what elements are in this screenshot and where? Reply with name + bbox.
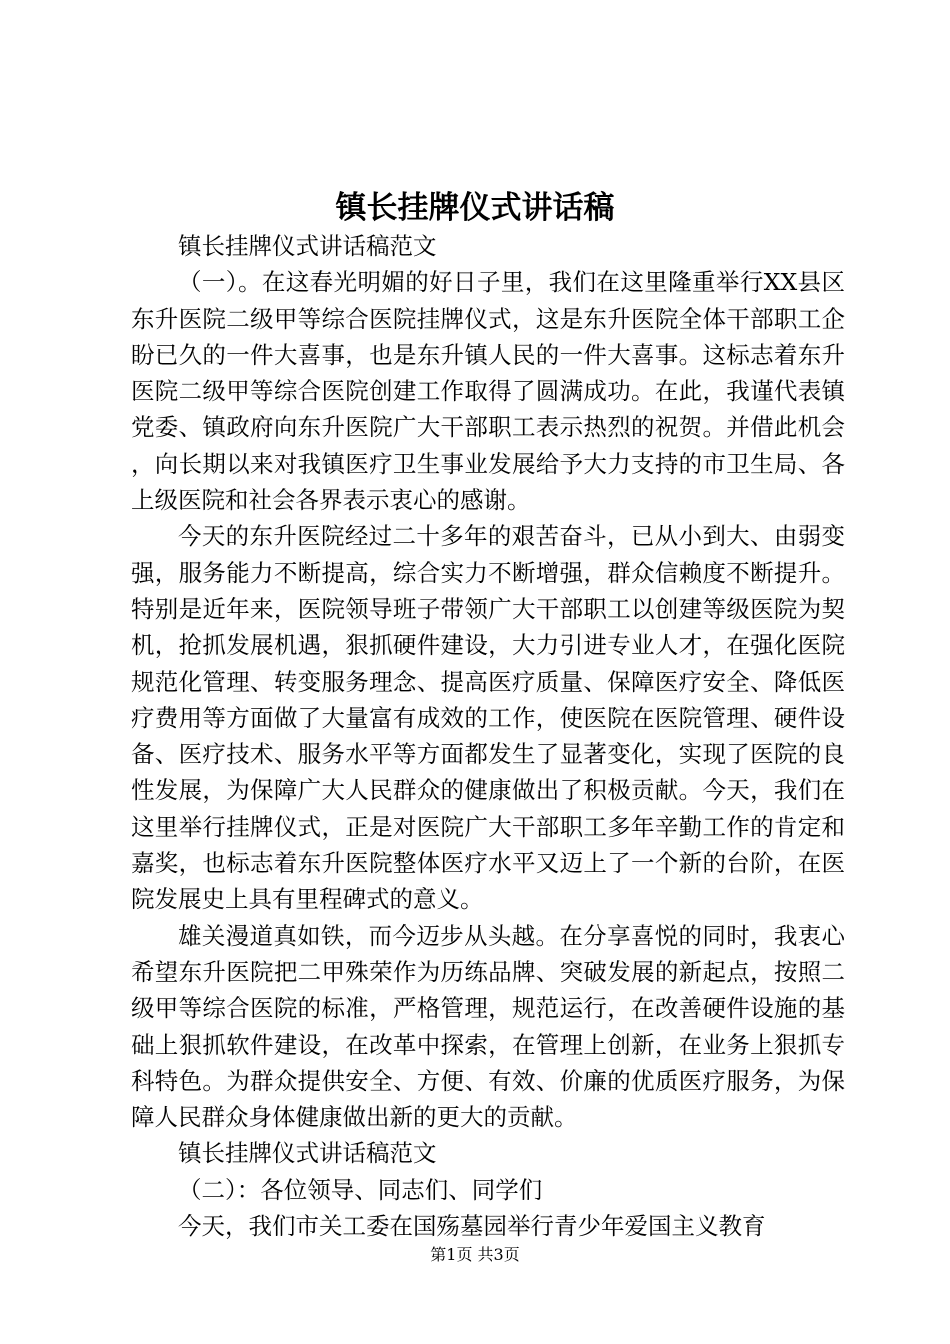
body-paragraph: 今天，我们市关工委在国殇墓园举行青少年爱国主义教育	[178, 1212, 766, 1241]
body-paragraph: （一）。在这春光明媚的好日子里，我们在这里隆重举行XX县区东升医院二级甲等综合医院挂牌仪式，这是东升医院全体干部职工企盼已久的一件大喜事，也是东升镇人民的一件大喜事。这标志着东升医院二级甲等综合医院创建工作取得了圆满成功。在此，我谨代表镇党委、镇政府向东升医院广大干部职工表示热烈的祝贺。并借此机会，向长期以来对我镇医疗卫生事业发展给予大力支持的市卫生局、各上级医院和社会各界表示衷心的感谢。	[131, 268, 845, 515]
body-paragraph: 今天的东升医院经过二十多年的艰苦奋斗，已从小到大、由弱变强，服务能力不断提高，综合实力不断增强，群众信赖度不断提升。特别是近年来，医院领导班子带领广大干部职工以创建等级医院为契机，抢抓发展机遇，狠抓硬件建设，大力引进专业人才，在强化医院规范化管理、转变服务理念、提高医疗质量、保障医疗安全、降低医疗费用等方面做了大量富有成效的工作，使医院在医院管理、硬件设备、医疗技术、服务水平等方面都发生了显著变化，实现了医院的良性发展，为保障广大人民群众的健康做出了积极贡献。今天，我们在这里举行挂牌仪式，正是对医院广大干部职工多年辛勤工作的肯定和嘉奖，也标志着东升医院整体医疗水平又迈上了一个新的台阶，在医院发展史上具有里程碑式的意义。	[131, 522, 845, 914]
section-heading: 镇长挂牌仪式讲话稿范文	[178, 1139, 437, 1168]
body-paragraph: （二）：各位领导、同志们、同学们	[178, 1175, 543, 1204]
page-number: 第1页 共3页	[430, 1245, 520, 1264]
body-paragraph: 雄关漫道真如铁，而今迈步从头越。在分享喜悦的同时，我衷心希望东升医院把二甲殊荣作为历练品牌、突破发展的新起点，按照二级甲等综合医院的标准，严格管理，规范运行，在改善硬件设施的基础上狠抓软件建设，在改革中探索，在管理上创新，在业务上狠抓专科特色。为群众提供安全、方便、有效、价廉的优质医疗服务，为保障人民群众身体健康做出新的更大的贡献。	[131, 921, 845, 1132]
section-heading: 镇长挂牌仪式讲话稿范文	[178, 232, 437, 260]
document-title: 镇长挂牌仪式讲话稿	[335, 190, 615, 226]
document-body	[131, 228, 845, 1244]
